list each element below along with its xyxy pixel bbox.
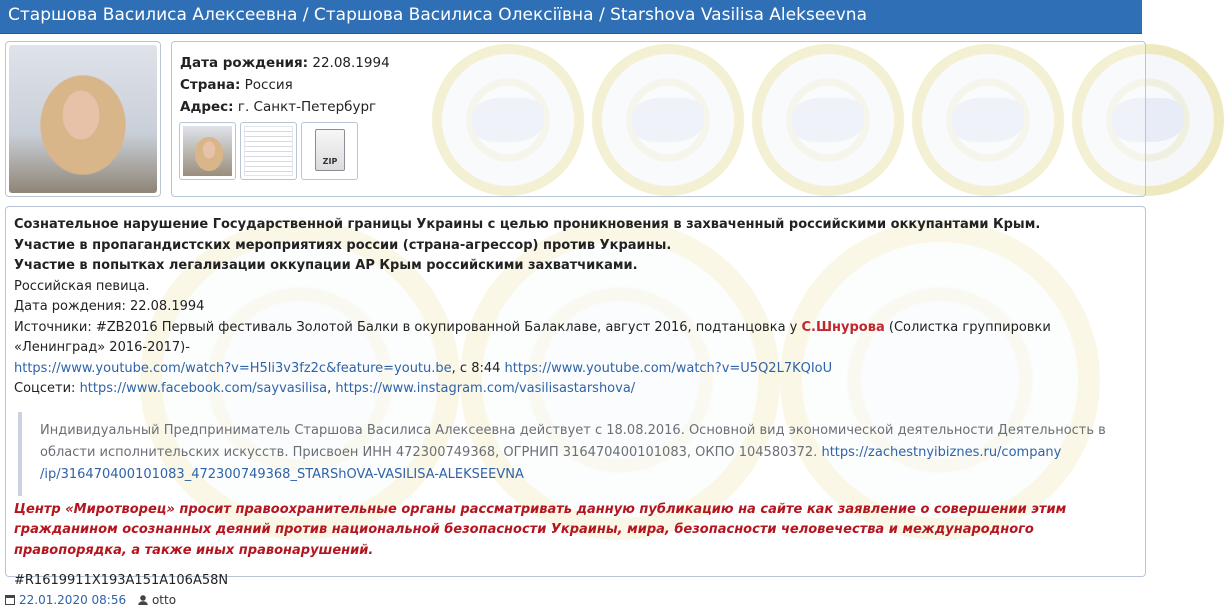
accusation-line-3: Участие в попытках легализации оккупации АР Крым российскими захватчиками.: [14, 258, 638, 273]
link1-suffix: , с 8:44: [451, 360, 505, 376]
post-date-link[interactable]: 22.01.2020 08:56: [19, 593, 127, 607]
country-value: Россия: [244, 77, 293, 93]
zip-file-icon: [315, 129, 345, 171]
description-content: [14, 215, 1139, 592]
profile-info-lines: [180, 52, 390, 118]
post-author: otto: [151, 593, 177, 607]
birth-date-value: 22.08.1994: [312, 55, 390, 71]
facebook-link[interactable]: https://www.facebook.com/sayvasilisa: [79, 381, 328, 396]
address-value: г. Санкт-Петербург: [237, 99, 377, 115]
social-line: [14, 379, 1139, 400]
profile-photo-frame[interactable]: [5, 41, 161, 197]
page-header: [0, 0, 1142, 34]
instagram-link[interactable]: https://www.instagram.com/vasilisastarshova/: [335, 381, 636, 396]
accusation-line-1: Сознательное нарушение Государственной границы Украины с целью проникновения в захваченный российскими оккупантами Крым.: [14, 217, 1041, 232]
birth-date-line: Дата рождения: 22.08.1994: [14, 299, 205, 314]
youtube-link-1[interactable]: https://www.youtube.com/watch?v=H5li3v3fz2c&feature=youtu.be: [14, 360, 452, 376]
sources-highlight-name: С.Шнурова: [801, 319, 885, 335]
birth-date-label: Дата рождения:: [180, 55, 309, 71]
attachment-zip-thumb[interactable]: [301, 122, 358, 180]
attachment-photo-thumb[interactable]: [179, 122, 236, 180]
birth-date-row: [180, 52, 390, 74]
sources-links-line: [14, 359, 1139, 380]
social-prefix: Соцсети:: [14, 381, 80, 396]
sources-prefix: Источники: #ZB2016 Первый фестиваль Золотой Балки в окупированной Балаклаве, август 2016, подтанцовка у: [14, 319, 802, 335]
country-row: [180, 74, 390, 96]
legal-warning: Центр «Миротворец» просит правоохранительные органы рассматривать данную публикацию на сайте как заявление о совершении этим гражданином осознанных деяний против национальной безопасности Украины, мира, безопасности человечества и международного правопорядка, а также иных правонарушений.: [14, 501, 1067, 558]
user-icon: [138, 595, 148, 605]
sources-suffix: (Солистка группировки «Ленинград» 2016-2017)-: [14, 319, 1051, 355]
attachment-document-thumb[interactable]: [240, 122, 297, 180]
accusation-line-2: Участие в пропагандистских мероприятиях россии (страна-агрессор) против Украины.: [14, 237, 672, 253]
address-label: Адрес:: [180, 99, 234, 115]
page-title: Старшова Василиса Алексеевна / Старшова Василиса Олексіївна / Starshova Vasilisa Alekseevna: [8, 5, 867, 25]
quote-link-part-a: https://zachestnyibiznes.ru/company: [821, 444, 1062, 460]
profile-info-panel: [171, 41, 1146, 197]
photo-thumb-image: [183, 126, 232, 176]
occupation-line: Российская певица.: [14, 278, 150, 294]
post-meta: [5, 593, 176, 607]
description-panel: [5, 206, 1146, 588]
address-row: [180, 96, 390, 118]
record-hash: #R1619911X193A151A106A58N: [14, 573, 229, 588]
profile-photo[interactable]: [9, 45, 157, 193]
quote-link-part-b: /ip/316470400101083_472300749368_STARShOVA-VASILISA-ALEKSEEVNA: [40, 466, 524, 482]
sources-line: [14, 318, 1139, 359]
zip-label: ZIP: [322, 157, 338, 166]
country-label: Страна:: [180, 77, 241, 93]
calendar-icon: [5, 595, 15, 605]
social-separator: ,: [327, 381, 336, 396]
document-thumb-image: [244, 126, 293, 176]
quote-text: Индивидуальный Предприниматель Старшова Василиса Алексеевна действует с 18.08.2016. Основной вид экономической деятельности Деятельность в области исполнительских искусств. Присвоен ИНН 472300749368, ОГРНИП 316470400101083, ОКПО 104580372.: [40, 422, 1106, 460]
youtube-link-2[interactable]: https://www.youtube.com/watch?v=U5Q2L7KQIoU: [504, 360, 833, 376]
business-info-quote: [18, 412, 1126, 496]
